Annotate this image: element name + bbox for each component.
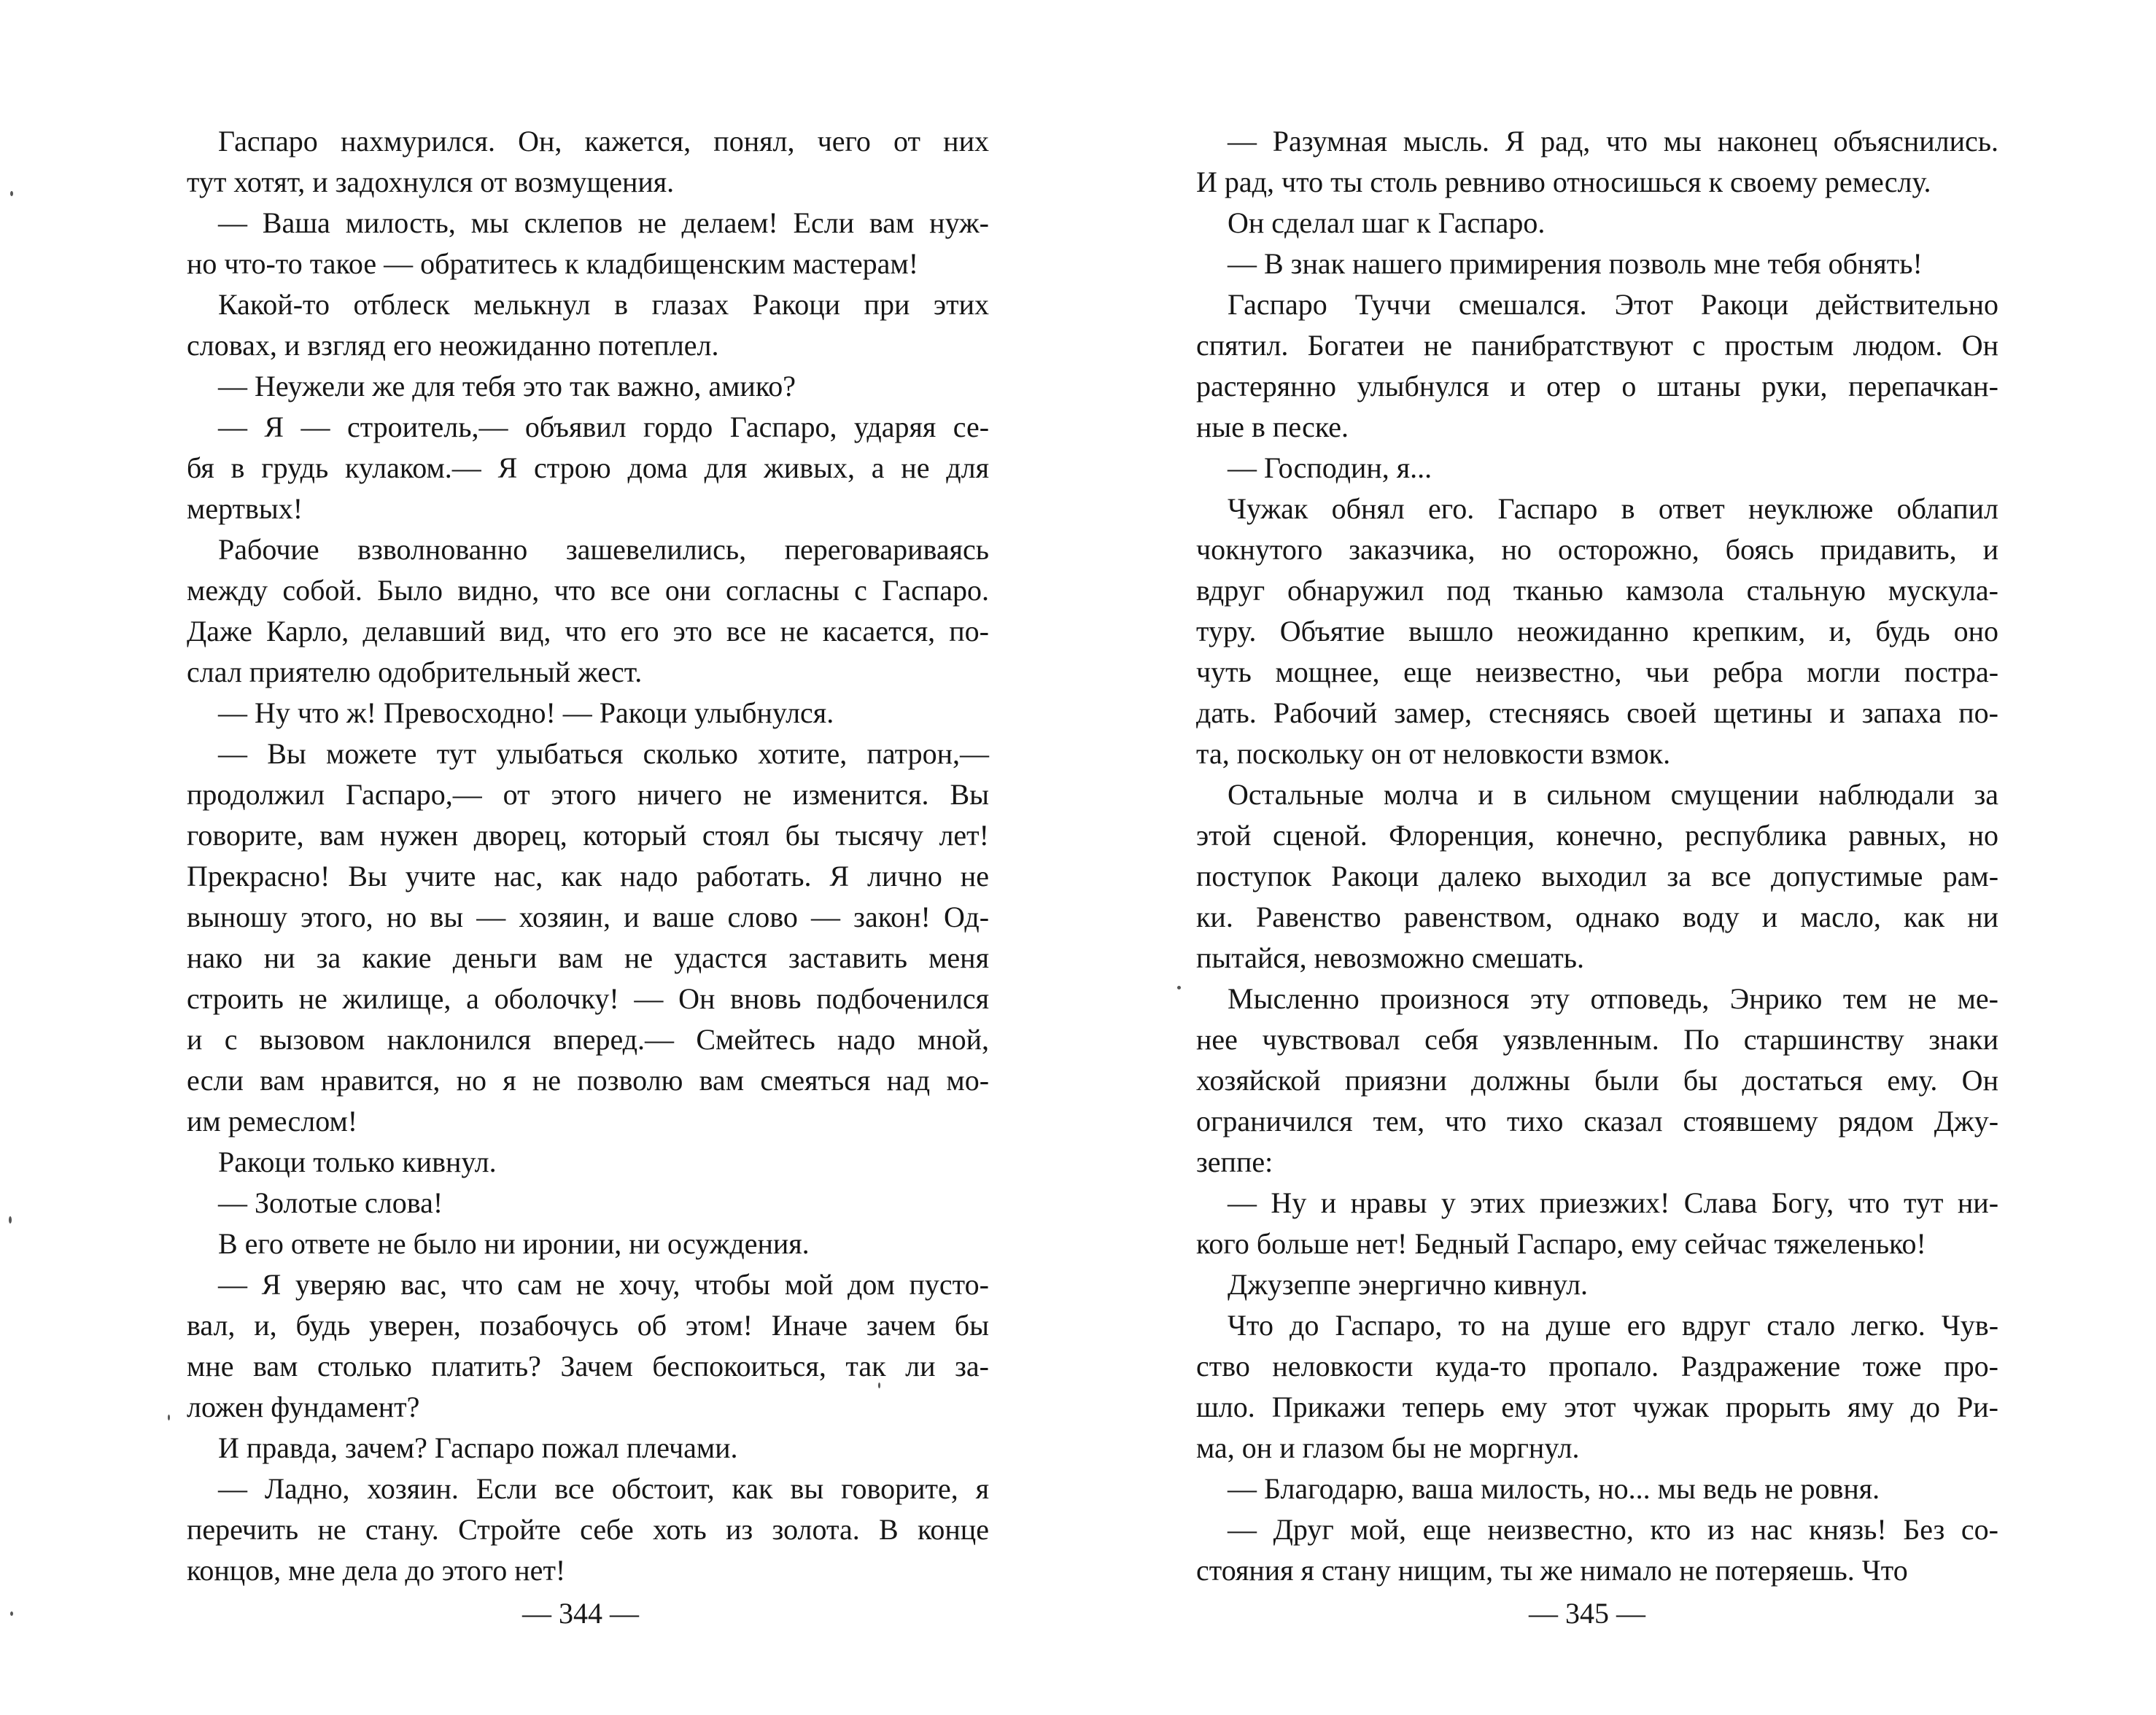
text-line: шло. Прикажи теперь ему этот чужак прорыть яму до Ри- <box>1196 1391 1999 1423</box>
text-line: Чужак обнял его. Гаспаро в ответ неуклюже облапил <box>1228 492 1998 525</box>
text-line: Он сделал шаг к Гаспаро. <box>1228 206 1546 239</box>
text-line: между собой. Было видно, что все они согласны с Гаспаро. <box>187 574 989 607</box>
text-line: — Ваша милость, мы склепов не делаем! Если вам нуж- <box>218 206 989 239</box>
text-line: Что до Гаспаро, то на душе его вдруг стало легко. Чув- <box>1228 1309 1999 1342</box>
text-line: выношу этого, но вы — хозяин, и ваше слово — закон! Од- <box>187 901 990 933</box>
left-page <box>187 121 989 1638</box>
text-line: — Я — строитель,— объявил гордо Гаспаро, ударяя се- <box>218 411 990 443</box>
text-line: — Благодарю, ваша милость, но... мы ведь не ровня. <box>1228 1472 1880 1505</box>
text-line: — Господин, я... <box>1228 451 1432 484</box>
text-line: нее чувствовал себя уязвленным. По старшинству знаки <box>1196 1023 1998 1056</box>
text-line: продолжил Гаспаро,— от этого ничего не изменится. Вы <box>187 778 990 811</box>
scan-speck <box>1177 986 1181 989</box>
scan-speck <box>9 1216 12 1224</box>
text-line: Ракоци только кивнул. <box>218 1146 497 1178</box>
text-line: и с вызовом наклонился вперед.— Смейтесь надо мной, <box>187 1023 990 1056</box>
right-page <box>1196 121 1998 1638</box>
text-line: чуть мощнее, еще неизвестно, чьи ребра могли постра- <box>1196 656 1999 688</box>
text-line: пытайся, невозможно смешать. <box>1196 941 1584 974</box>
text-line: нако ни за какие деньги вам не удастся заставить меня <box>187 941 989 974</box>
text-line: — Друг мой, еще неизвестно, кто из нас князь! Без со- <box>1228 1513 1998 1546</box>
text-line: И правда, зачем? Гаспаро пожал плечами. <box>218 1431 738 1464</box>
text-line: перечить не стану. Стройте себе хоть из золота. В конце <box>187 1513 989 1546</box>
text-line: ограничился тем, что тихо сказал стоявшему рядом Джу- <box>1196 1105 1999 1138</box>
text-line: ложен фундамент? <box>187 1391 420 1423</box>
text-line: но что-то такое — обратитесь к кладбищенским мастерам! <box>187 247 919 280</box>
text-line: мертвых! <box>187 492 303 525</box>
text-line: ки. Равенство равенством, однако воду и масло, как ни <box>1196 901 1998 933</box>
text-line: — Разумная мысль. Я рад, что мы наконец объяснились. <box>1228 125 1998 158</box>
text-line: хозяйской приязни должны были бы достаться ему. Он <box>1196 1064 1998 1097</box>
text-line: Гаспаро нахмурился. Он, кажется, понял, чего от них <box>218 125 989 158</box>
text-line: — Я уверяю вас, что сам не хочу, чтобы мой дом пусто- <box>218 1268 989 1301</box>
text-line: — Ну что ж! Превосходно! — Ракоци улыбнулся. <box>218 696 834 729</box>
text-line: ство неловкости куда-то пропало. Раздражение тоже про- <box>1196 1350 1998 1382</box>
text-line: концов, мне дела до этого нет! <box>187 1554 566 1587</box>
text-line: туру. Объятие вышло неожиданно крепким, и, будь оно <box>1196 615 1999 648</box>
text-line: если вам нравится, но я не позволю вам смеяться над мо- <box>187 1064 990 1097</box>
scan-speck <box>168 1415 170 1420</box>
text-line: вдруг обнаружил под тканью камзола стальную мускула- <box>1196 574 1999 607</box>
text-line: Какой-то отблеск мелькнул в глазах Ракоци при этих <box>218 288 989 321</box>
scan-speck <box>10 191 13 196</box>
text-line: слал приятелю одобрительный жест. <box>187 656 643 688</box>
text-line: Остальные молча и в сильном смущении наблюдали за <box>1228 778 1999 811</box>
text-line: Джузеппе энергично кивнул. <box>1228 1268 1589 1301</box>
text-line: Рабочие взволнованно зашевелились, переговариваясь <box>218 533 989 566</box>
scan-speck <box>878 1382 880 1388</box>
text-line: говорите, вам нужен дворец, который стоял бы тысячу лет! <box>187 819 989 852</box>
text-line: поступок Ракоци далеко выходил за все допустимые рам- <box>1196 860 1999 892</box>
text-line: вал, и, будь уверен, позабочусь об этом! Иначе зачем бы <box>187 1309 990 1342</box>
text-line: чокнутого заказчика, но осторожно, боясь придавить, и <box>1196 533 1998 566</box>
text-line: спятил. Богатеи не панибратствуют с простым людом. Он <box>1196 329 1999 362</box>
text-line: — Неужели же для тебя это так важно, амико? <box>218 370 796 402</box>
text-line: ма, он и глазом бы не моргнул. <box>1196 1431 1580 1464</box>
text-line: Гаспаро Туччи смешался. Этот Ракоци действительно <box>1228 288 1998 321</box>
text-line: кого больше нет! Бедный Гаспаро, ему сейчас тяжеленько! <box>1196 1227 1926 1260</box>
text-line: этой сценой. Флоренция, конечно, республика равных, но <box>1196 819 1999 852</box>
text-line: мне вам столько платить? Зачем беспокоиться, так ли за- <box>187 1350 989 1382</box>
text-line: дать. Рабочий замер, стесняясь своей щетины и запаха по- <box>1196 696 1999 729</box>
text-line: словах, и взгляд его неожиданно потеплел. <box>187 329 719 362</box>
text-line: Даже Карло, делавший вид, что его это все не касается, по- <box>187 615 989 648</box>
text-line: — Ладно, хозяин. Если все обстоит, как вы говорите, я <box>218 1472 990 1505</box>
text-line: зеппе: <box>1196 1146 1273 1178</box>
text-line: — Золотые слова! <box>218 1186 443 1219</box>
text-line: В его ответе не было ни иронии, ни осуждения. <box>218 1227 810 1260</box>
text-line: И рад, что ты столь ревниво относишься к своему ремеслу. <box>1196 166 1931 198</box>
text-line: — Вы можете тут улыбаться сколько хотите, патрон,— <box>218 737 989 770</box>
text-line: — В знак нашего примирения позволь мне тебя обнять! <box>1228 247 1923 280</box>
text-line: бя в грудь кулаком.— Я строю дома для живых, а не для <box>187 451 989 484</box>
text-line: — Ну и нравы у этих приезжих! Слава Богу, что тут ни- <box>1228 1186 1999 1219</box>
text-line: тут хотят, и задохнулся от возмущения. <box>187 166 675 198</box>
text-line: Прекрасно! Вы учите нас, как надо работать. Я лично не <box>187 860 989 892</box>
text-line: им ремеслом! <box>187 1105 358 1138</box>
scan-speck <box>10 1611 13 1616</box>
text-line: растерянно улыбнулся и отер о штаны руки, перепачкан- <box>1196 370 1998 402</box>
page-number-right: — 345 — <box>1529 1597 1645 1630</box>
page-number-left: — 344 — <box>522 1597 639 1630</box>
text-line: строить не жилище, а оболочку! — Он вновь подбоченился <box>187 982 989 1015</box>
text-line: стояния я стану нищим, ты же нимало не потеряешь. Что <box>1196 1554 1908 1587</box>
text-line: ные в песке. <box>1196 411 1349 443</box>
text-line: та, поскольку он от неловкости взмок. <box>1196 737 1671 770</box>
text-line: Мысленно произнося эту отповедь, Энрико тем не ме- <box>1228 982 1998 1015</box>
